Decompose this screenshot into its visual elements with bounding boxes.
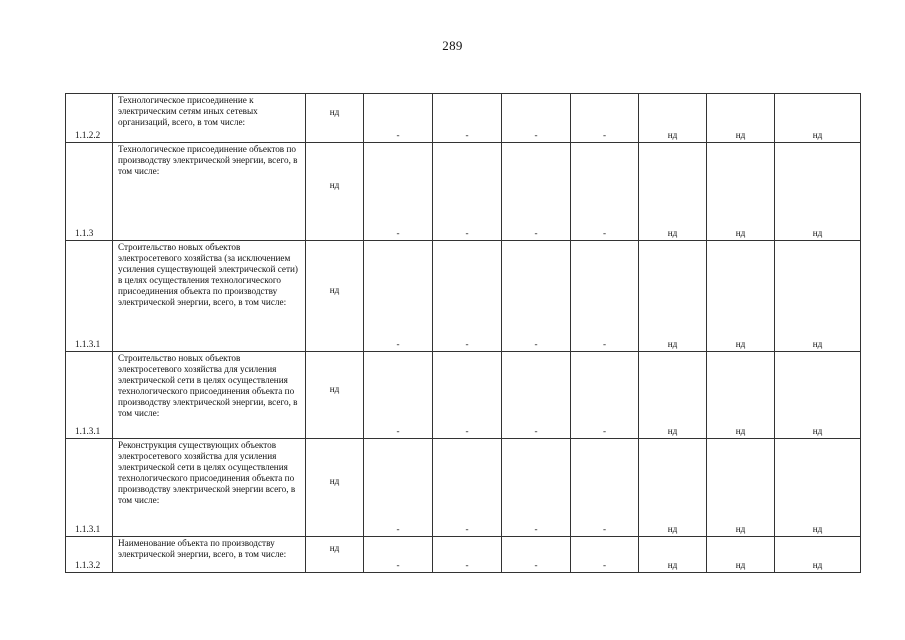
row-unit: нд bbox=[306, 439, 364, 537]
table-row bbox=[66, 94, 861, 143]
row-value: - bbox=[502, 352, 571, 439]
row-value: нд bbox=[639, 439, 707, 537]
row-unit: нд bbox=[306, 352, 364, 439]
row-value: - bbox=[571, 94, 639, 143]
row-value: - bbox=[364, 143, 433, 241]
row-value: нд bbox=[707, 439, 775, 537]
row-value: - bbox=[571, 352, 639, 439]
row-code: 1.1.3.1 bbox=[66, 241, 113, 352]
row-value: нд bbox=[775, 439, 861, 537]
row-value: - bbox=[364, 439, 433, 537]
table-row bbox=[66, 352, 861, 439]
row-value: - bbox=[571, 537, 639, 573]
row-name: Наименование объекта по производству электрической энергии, всего, в том числе: bbox=[113, 537, 306, 573]
row-value: - bbox=[433, 537, 502, 573]
row-value: - bbox=[364, 537, 433, 573]
table-row bbox=[66, 439, 861, 537]
row-value: нд bbox=[775, 143, 861, 241]
row-value: - bbox=[433, 352, 502, 439]
row-value: нд bbox=[775, 352, 861, 439]
table-row bbox=[66, 537, 861, 573]
table-row bbox=[66, 143, 861, 241]
row-code: 1.1.3.2 bbox=[66, 537, 113, 573]
row-value: нд bbox=[639, 352, 707, 439]
row-value: - bbox=[433, 439, 502, 537]
table-row bbox=[66, 241, 861, 352]
row-unit: нд bbox=[306, 94, 364, 143]
row-value: - bbox=[571, 439, 639, 537]
row-name: Технологическое присоединение к электрическим сетям иных сетевых организаций, всего, в том числе: bbox=[113, 94, 306, 143]
row-unit: нд bbox=[306, 537, 364, 573]
row-value: нд bbox=[639, 537, 707, 573]
row-value: - bbox=[364, 241, 433, 352]
row-value: нд bbox=[775, 537, 861, 573]
row-name: Технологическое присоединение объектов по производству электрической энергии, всего, в том числе: bbox=[113, 143, 306, 241]
row-value: - bbox=[502, 537, 571, 573]
row-value: нд bbox=[639, 94, 707, 143]
row-value: - bbox=[571, 241, 639, 352]
row-code: 1.1.3.1 bbox=[66, 352, 113, 439]
row-value: - bbox=[433, 94, 502, 143]
data-table bbox=[65, 93, 861, 573]
row-name: Строительство новых объектов электросетевого хозяйства для усиления электрической сети в целях осуществления технологического присоединения объекта по производству электрической энергии, всего, в том числе: bbox=[113, 352, 306, 439]
row-name: Строительство новых объектов электросетевого хозяйства (за исключением усиления существующей электрической сети) в целях осуществления технологического присоединения объекта по производству электрической энергии, всего, в том числе: bbox=[113, 241, 306, 352]
row-code: 1.1.3.1 bbox=[66, 439, 113, 537]
row-value: нд bbox=[775, 94, 861, 143]
row-value: - bbox=[364, 94, 433, 143]
row-value: нд bbox=[707, 143, 775, 241]
row-value: нд bbox=[707, 241, 775, 352]
row-code: 1.1.2.2 bbox=[66, 94, 113, 143]
page-number: 289 bbox=[442, 38, 463, 53]
row-value: нд bbox=[639, 241, 707, 352]
row-value: нд bbox=[707, 352, 775, 439]
row-value: нд bbox=[775, 241, 861, 352]
row-value: - bbox=[433, 143, 502, 241]
row-value: - bbox=[502, 143, 571, 241]
row-code: 1.1.3 bbox=[66, 143, 113, 241]
row-value: нд bbox=[707, 94, 775, 143]
row-value: - bbox=[502, 94, 571, 143]
row-value: нд bbox=[639, 143, 707, 241]
row-unit: нд bbox=[306, 143, 364, 241]
row-value: нд bbox=[707, 537, 775, 573]
row-unit: нд bbox=[306, 241, 364, 352]
row-name: Реконструкция существующих объектов электросетевого хозяйства для усиления электрической сети в целях осуществления технологического присоединения объекта по производству электрической энергии всего, в том числе: bbox=[113, 439, 306, 537]
row-value: - bbox=[502, 439, 571, 537]
row-value: - bbox=[571, 143, 639, 241]
row-value: - bbox=[364, 352, 433, 439]
row-value: - bbox=[502, 241, 571, 352]
row-value: - bbox=[433, 241, 502, 352]
